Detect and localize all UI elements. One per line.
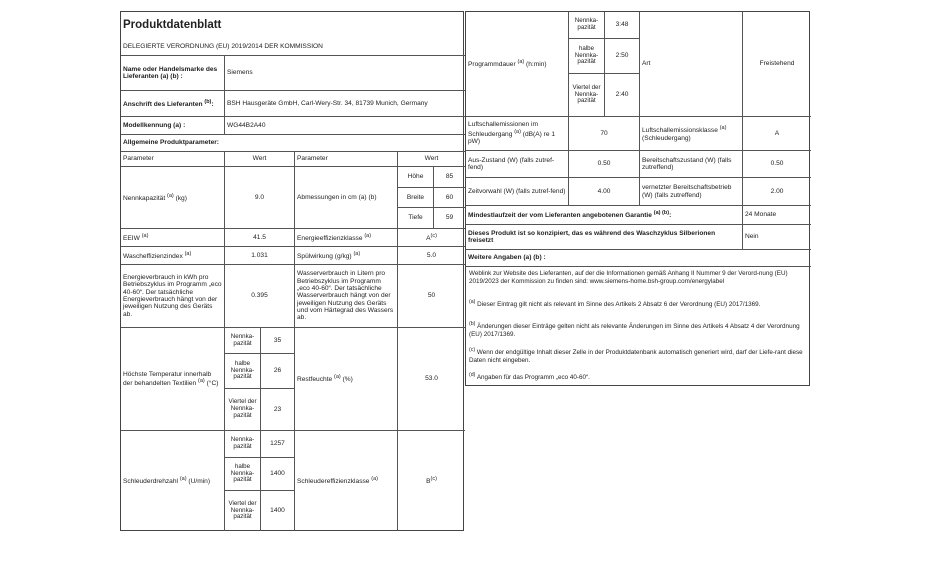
spin-quarter-label: Viertel der Nennka-pazität bbox=[224, 490, 260, 531]
spin-half-label: halbe Nennka-pazität bbox=[224, 457, 260, 490]
noise-label: Luftschallemissionen im Schleudergang $^{(a)}$ (dB(A) re 1 pW) bbox=[466, 116, 568, 150]
energy-consumption-value: 0.395 bbox=[224, 264, 294, 327]
networked-standby-value: 2.00 bbox=[742, 177, 811, 205]
supplier-name-label: Name oder Handelsmarke des Lieferanten (a) (b) : bbox=[121, 55, 224, 90]
left-sheet bbox=[120, 11, 464, 531]
capacity-value: 9.0 bbox=[224, 166, 294, 228]
wash-index-label: Wascheffizienzindex $^{(a)}$ bbox=[121, 246, 224, 264]
type-value: Freistehend bbox=[742, 12, 811, 116]
header-parameter-2: Parameter bbox=[294, 151, 397, 166]
general-params-label: Allgemeine Produktparameter: bbox=[121, 134, 465, 151]
duration-capacity-label: Nennka-pazität bbox=[568, 12, 604, 38]
noise-class-label: Luftschallemissionsklasse $^{(a)}$ (Schleudergang) bbox=[639, 116, 742, 150]
water-consumption-value: 50 bbox=[397, 264, 465, 327]
duration-half-value: 2:50 bbox=[604, 38, 639, 73]
eeiw-value: 41.5 bbox=[224, 228, 294, 246]
spin-speed-label: Schleuderdrehzahl $^{(a)}$ (U/min) bbox=[121, 430, 224, 531]
footnote-d: $^{(d)}$ Angaben für das Programm „eco 40-60“. bbox=[469, 372, 590, 382]
wash-index-value: 1.031 bbox=[224, 246, 294, 264]
residual-moisture-value: 53.0 bbox=[397, 327, 465, 430]
max-temp-half-value: 26 bbox=[260, 353, 294, 388]
footnote-c: $^{(c)}$ Wenn der endgültige Inhalt dieser Zelle in der Produktdatenbank automatisch generiert wird, darf der Liefe-rant diese Daten nicht eingeben. bbox=[469, 347, 803, 364]
model-id: WG44B2A40 bbox=[224, 116, 465, 134]
weblink-text: Weblink zur Website des Lieferanten, auf der die Informationen gemäß Anhang II Nummer 9 der Verord-nung (EU) 2019/2023 der Kommission zu finden sind: www.siemens-home.bsh-group.com/energylabel bbox=[469, 270, 788, 285]
guarantee-label: Mindestlaufzeit der vom Lieferanten angebotenen Garantie $^{(a) (b)}$: bbox=[466, 205, 742, 224]
max-temp-capacity-label: Nennka-pazität bbox=[224, 327, 260, 353]
header-value-2: Wert bbox=[397, 151, 465, 166]
duration-quarter-value: 2:40 bbox=[604, 73, 639, 116]
off-mode-value: 0.50 bbox=[568, 150, 639, 177]
height-value: 85 bbox=[433, 166, 465, 187]
residual-moisture-label: Restfeuchte $^{(a)}$ (%) bbox=[294, 327, 397, 430]
header-value: Wert bbox=[224, 151, 294, 166]
header-parameter: Parameter bbox=[121, 151, 224, 166]
footnote-a: $^{(a)}$ Dieser Eintrag gilt nicht als relevant im Sinne des Artikels 2 Absatz 6 der Verordnung (EU) 2017/1369. bbox=[469, 299, 761, 309]
off-mode-label: Aus-Zustand (W) (falls zutref-fend) bbox=[466, 150, 568, 177]
noise-class-value: A bbox=[742, 116, 811, 150]
delay-start-value: 4.00 bbox=[568, 177, 639, 205]
rinse-label: Spülwirkung (g/kg) $^{(a)}$ bbox=[294, 246, 397, 264]
sheet-title: Produktdatenblatt bbox=[123, 18, 222, 31]
silver-ions-value: Nein bbox=[742, 224, 811, 249]
max-temp-quarter-value: 23 bbox=[260, 388, 294, 430]
water-consumption-label: Wasserverbrauch in Litern pro Betriebszyklus im Programm „eco 40-60“. Der tatsächliche Wasserverbrauch hängt von der jeweiligen Nutzung des Geräts und vom Härtegrad des Wassers ab. bbox=[294, 264, 397, 327]
duration-capacity-value: 3:48 bbox=[604, 12, 639, 38]
width-value: 60 bbox=[433, 187, 465, 207]
model-label: Modellkennung (a) : bbox=[121, 116, 224, 134]
spin-capacity-value: 1257 bbox=[260, 430, 294, 457]
max-temp-half-label: halbe Nennka-pazität bbox=[224, 353, 260, 388]
noise-value: 70 bbox=[568, 116, 639, 150]
energy-class-label: Energieeffizienzklasse $^{(a)}$ bbox=[294, 228, 397, 246]
guarantee-value: 24 Monate bbox=[742, 205, 811, 224]
duration-half-label: halbe Nennka-pazität bbox=[568, 38, 604, 73]
duration-quarter-label: Viertel der Nennka-pazität bbox=[568, 73, 604, 116]
program-duration-label: Programmdauer $^{(a)}$ (h:min) bbox=[468, 59, 547, 69]
spin-quarter-value: 1400 bbox=[260, 490, 294, 531]
capacity-label: Nennkapazität $^{(a)}$ (kg) bbox=[121, 166, 224, 228]
standby-label: Bereitschaftszustand (W) (falls zutreffend) bbox=[639, 150, 742, 177]
energy-class-value: $A^{(c)}$ bbox=[397, 228, 465, 246]
depth-label: Tiefe bbox=[397, 207, 433, 228]
width-label: Breite bbox=[397, 187, 433, 207]
height-label: Höhe bbox=[397, 166, 433, 187]
spin-half-value: 1400 bbox=[260, 457, 294, 490]
rinse-value: 5.0 bbox=[397, 246, 465, 264]
right-sheet bbox=[465, 11, 810, 386]
max-temp-quarter-label: Viertel der Nennka-pazität bbox=[224, 388, 260, 430]
max-temp-label: Höchste Temperatur innerhalb der behandelten Textilien $^{(a)}$ (°C) bbox=[121, 327, 224, 430]
type-label: Art bbox=[639, 12, 742, 116]
spin-class-value: $B^{(c)}$ bbox=[397, 430, 465, 531]
spin-class-label: Schleudereffizienzklasse $^{(a)}$ bbox=[294, 430, 397, 531]
energy-consumption-label: Energieverbrauch in kWh pro Betriebszyklus im Programm „eco 40-60“. Der tatsächliche Energieverbrauch hängt von der jeweiligen Nutzung des Geräts ab. bbox=[121, 264, 224, 327]
supplier-address: BSH Hausgeräte GmbH, Carl-Wery-Str. 34, 81739 Munich, Germany bbox=[224, 90, 465, 116]
delay-start-label: Zeitvorwahl (W) (falls zutref-fend) bbox=[466, 177, 568, 205]
regulation-text: DELEGIERTE VERORDNUNG (EU) 2019/2014 DER KOMMISSION bbox=[123, 42, 323, 50]
spin-capacity-label: Nennka-pazität bbox=[224, 430, 260, 457]
networked-standby-label: vernetzter Bereitschaftsbetrieb (W) (falls zutreffend) bbox=[639, 177, 742, 205]
dimensions-label: Abmessungen in cm (a) (b) bbox=[294, 166, 397, 228]
depth-value: 59 bbox=[433, 207, 465, 228]
standby-value: 0.50 bbox=[742, 150, 811, 177]
supplier-address-label: Anschrift des Lieferanten $^{(b)}$: bbox=[121, 90, 224, 116]
further-info-label: Weitere Angaben (a) (b) : bbox=[466, 249, 811, 266]
footnote-b: $^{(b)}$ Änderungen dieser Einträge gelten nicht als relevante Änderungen im Sinne des Artikels 4 Absatz 4 der Verordnung (EU) 2017/1369. bbox=[469, 321, 800, 338]
silver-ions-label: Dieses Produkt ist so konzipiert, das es während des Waschzyklus Silberionen freisetzt bbox=[466, 224, 742, 249]
notes-block bbox=[466, 266, 811, 387]
eeiw-label: EEIW $^{(a)}$ bbox=[121, 228, 224, 246]
max-temp-capacity-value: 35 bbox=[260, 327, 294, 353]
supplier-name: Siemens bbox=[224, 55, 465, 90]
